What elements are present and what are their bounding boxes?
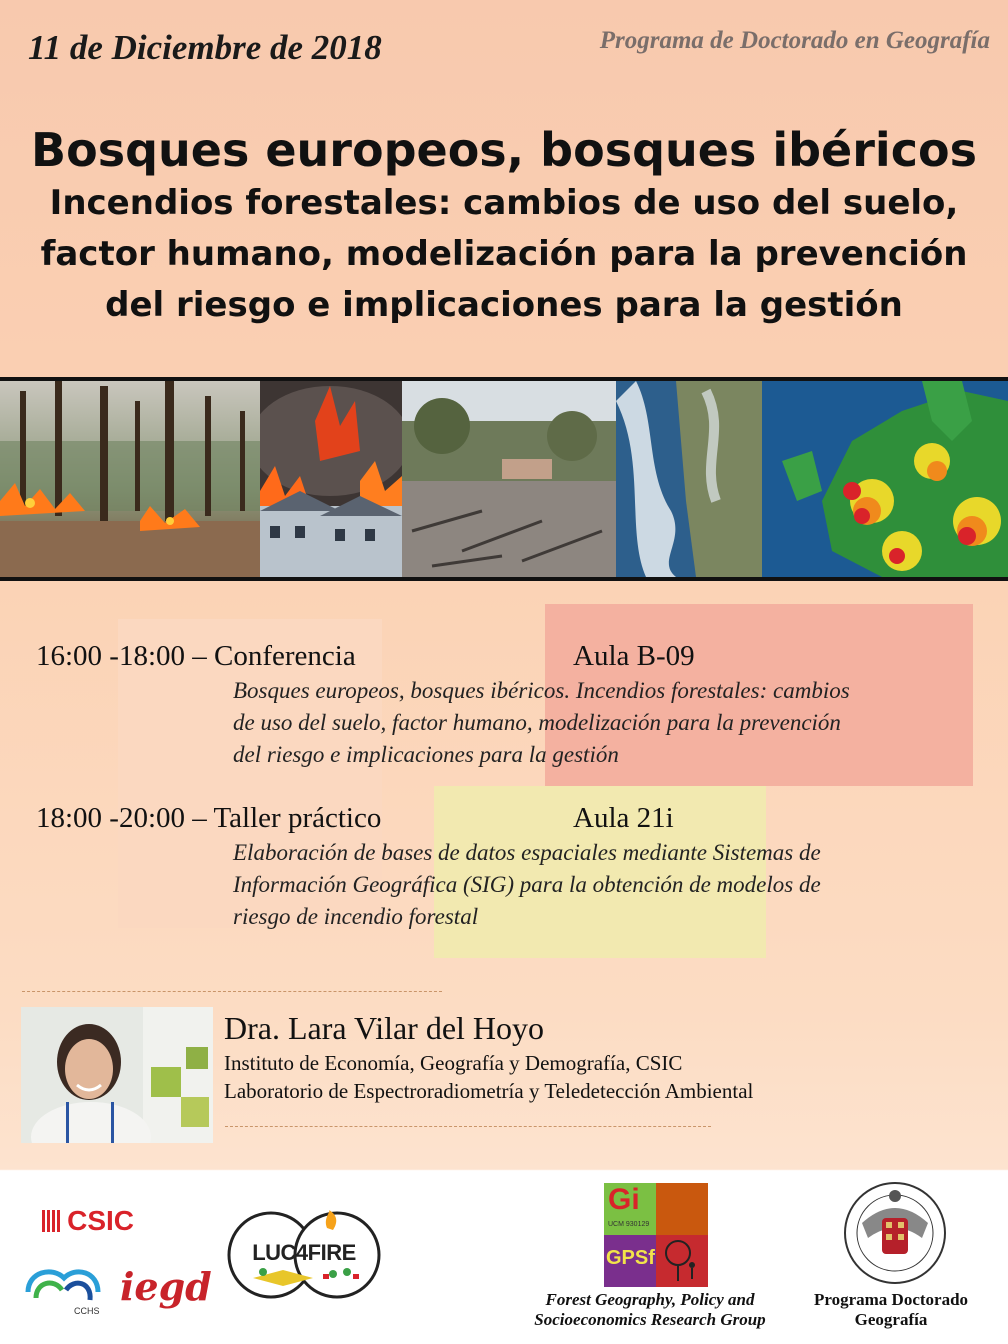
ucm-seal-logo: [842, 1178, 948, 1288]
description-line: Elaboración de bases de datos espaciales mediante Sistemas de: [233, 840, 821, 865]
title-sub-line: Incendios forestales: cambios de uso del suelo,: [49, 183, 959, 223]
speaker-affiliation: Laboratorio de Espectroradiometría y Teledetección Ambiental: [224, 1079, 754, 1103]
burning-houses-photo: [260, 381, 402, 577]
session-time: 16:00 -18:00 – Conferencia: [36, 640, 356, 672]
session-room: Aula B-09: [573, 640, 695, 672]
photo-strip: [0, 377, 1008, 581]
tree-people-icon: [656, 1235, 708, 1287]
speaker-affiliation: Instituto de Economía, Geografía y Demografía, CSIC: [224, 1051, 683, 1075]
session-description: [233, 675, 983, 771]
europe-risk-map-photo: [762, 381, 1008, 577]
title-sub-line: factor humano, modelización para la prevención: [40, 234, 968, 274]
burned-town-photo: [402, 381, 616, 577]
gi-logo-subtext: UCM 930129: [608, 1221, 650, 1228]
lucfire-logo-text: LUC4FIRE: [252, 1240, 356, 1265]
logo-tile-orange: [656, 1183, 708, 1235]
description-line: de uso del suelo, factor humano, modelización para la prevención: [233, 710, 841, 735]
description-line: riesgo de incendio forestal: [233, 904, 479, 929]
session-description: [233, 837, 983, 933]
divider-bottom: [225, 1126, 711, 1127]
speaker-photo: [21, 1007, 213, 1143]
cchs-logo: [22, 1262, 104, 1324]
divider-top: [22, 991, 442, 992]
description-line: Bosques europeos, bosques ibéricos. Incendios forestales: cambios: [233, 678, 850, 703]
session-time: 18:00 -20:00 – Taller práctico: [36, 802, 382, 834]
lucfire-logo: [223, 1210, 385, 1300]
caption-line: Socioeconomics Research Group: [534, 1310, 766, 1329]
csic-logo-icon: [42, 1210, 62, 1232]
session-room: Aula 21i: [573, 802, 674, 834]
caption-line: Programa Doctorado: [813, 1290, 969, 1309]
gpsf-logo-text: GPSf: [606, 1247, 655, 1269]
gi-gpsf-logo: [604, 1183, 708, 1287]
forest-fire-photo: [0, 381, 260, 577]
research-group-caption: [505, 1290, 795, 1330]
csic-logo: [42, 1205, 134, 1237]
program-name: Programa de Doctorado en Geografía: [599, 27, 990, 54]
ucm-caption: [795, 1290, 987, 1330]
logo-tile-red: [656, 1235, 708, 1287]
cchs-logo-text: CCHS: [74, 1306, 100, 1316]
description-line: Información Geográfica (SIG) para la obtención de modelos de: [233, 872, 821, 897]
caption-line: Forest Geography, Policy and: [545, 1290, 755, 1309]
csic-logo-text: CSIC: [67, 1205, 134, 1236]
satellite-smoke-photo: [616, 381, 762, 577]
caption-line: Geografía: [854, 1310, 928, 1329]
description-line: del riesgo e implicaciones para la gestión: [233, 742, 619, 767]
title-main: Bosques europeos, bosques ibéricos: [31, 123, 977, 177]
poster-title: [0, 122, 1008, 331]
speaker-name: Dra. Lara Vilar del Hoyo: [224, 1010, 545, 1046]
event-date: 11 de Diciembre de 2018: [28, 28, 382, 67]
ucm-seal-icon: [842, 1178, 948, 1288]
gpsf-logo-tile: [604, 1235, 656, 1287]
gi-logo-tile: [604, 1183, 656, 1235]
iegd-logo: iegd: [120, 1264, 212, 1309]
gi-logo-text: Gi: [608, 1183, 640, 1216]
title-sub-line: del riesgo e implicaciones para la gestión: [105, 285, 903, 325]
